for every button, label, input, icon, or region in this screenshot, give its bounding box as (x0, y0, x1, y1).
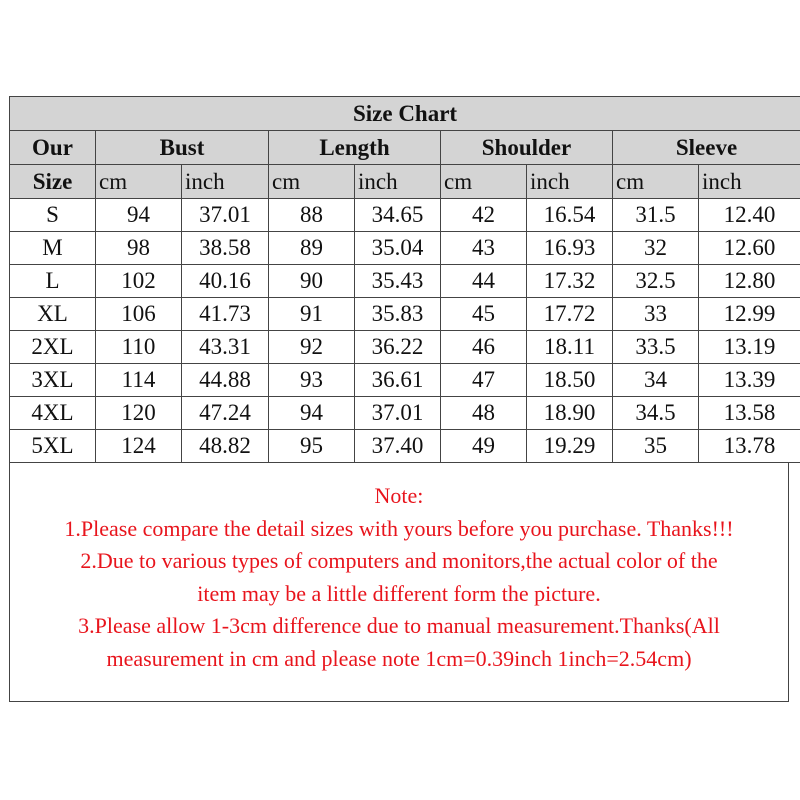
unit-header-row (10, 165, 800, 199)
value-cell: 102 (96, 265, 182, 298)
value-cell: 44 (441, 265, 527, 298)
value-cell: 13.58 (699, 397, 800, 430)
value-cell: 124 (96, 430, 182, 463)
value-cell: 35.04 (355, 232, 441, 265)
value-cell: 48 (441, 397, 527, 430)
size-cell: 5XL (10, 430, 96, 463)
value-cell: 93 (269, 364, 355, 397)
note-line: 3.Please allow 1-3cm difference due to manual measurement.Thanks(All (78, 613, 720, 638)
value-cell: 33 (613, 298, 699, 331)
size-header-line1: Our (10, 131, 96, 165)
value-cell: 17.72 (527, 298, 613, 331)
table-row (10, 364, 800, 397)
value-cell: 34 (613, 364, 699, 397)
value-cell: 35 (613, 430, 699, 463)
value-cell: 33.5 (613, 331, 699, 364)
value-cell: 91 (269, 298, 355, 331)
value-cell: 94 (269, 397, 355, 430)
table-row (10, 331, 800, 364)
value-cell: 31.5 (613, 199, 699, 232)
value-cell: 35.43 (355, 265, 441, 298)
value-cell: 44.88 (182, 364, 269, 397)
unit-header-cell: cm (441, 165, 527, 199)
value-cell: 43 (441, 232, 527, 265)
unit-header-cell: inch (182, 165, 269, 199)
group-header-row (10, 131, 800, 165)
table-row (10, 298, 800, 331)
value-cell: 18.90 (527, 397, 613, 430)
size-cell: 2XL (10, 331, 96, 364)
value-cell: 12.60 (699, 232, 800, 265)
size-cell: L (10, 265, 96, 298)
value-cell: 35.83 (355, 298, 441, 331)
unit-header-cell: inch (699, 165, 800, 199)
value-cell: 92 (269, 331, 355, 364)
notes-heading: Note: (374, 483, 424, 508)
table-row (10, 232, 800, 265)
table-row (10, 265, 800, 298)
value-cell: 34.5 (613, 397, 699, 430)
notes-block (12, 480, 786, 675)
unit-header-cell: cm (613, 165, 699, 199)
group-header-sleeve: Sleeve (613, 131, 800, 165)
value-cell: 95 (269, 430, 355, 463)
value-cell: 94 (96, 199, 182, 232)
note-line: 1.Please compare the detail sizes with yours before you purchase. Thanks!!! (64, 515, 734, 541)
table-row (10, 430, 800, 463)
size-cell: 3XL (10, 364, 96, 397)
value-cell: 47 (441, 364, 527, 397)
group-header-length: Length (269, 131, 441, 165)
unit-header-cell: cm (269, 165, 355, 199)
value-cell: 43.31 (182, 331, 269, 364)
group-header-bust: Bust (96, 131, 269, 165)
value-cell: 114 (96, 364, 182, 397)
value-cell: 41.73 (182, 298, 269, 331)
value-cell: 46 (441, 331, 527, 364)
value-cell: 34.65 (355, 199, 441, 232)
size-cell: M (10, 232, 96, 265)
value-cell: 36.22 (355, 331, 441, 364)
table-row (10, 397, 800, 430)
size-chart-table (9, 96, 800, 463)
note-line: 2.Due to various types of computers and monitors,the actual color of the (80, 548, 718, 573)
value-cell: 38.58 (182, 232, 269, 265)
note-line: measurement in cm and please note 1cm=0.39inch 1inch=2.54cm) (106, 645, 692, 671)
value-cell: 90 (269, 265, 355, 298)
unit-header-cell: inch (355, 165, 441, 199)
value-cell: 16.54 (527, 199, 613, 232)
value-cell: 110 (96, 331, 182, 364)
value-cell: 32.5 (613, 265, 699, 298)
table-row (10, 199, 800, 232)
value-cell: 45 (441, 298, 527, 331)
unit-header-cell: inch (527, 165, 613, 199)
size-cell: S (10, 199, 96, 232)
value-cell: 32 (613, 232, 699, 265)
unit-header-cell: cm (96, 165, 182, 199)
value-cell: 37.01 (355, 397, 441, 430)
value-cell: 12.80 (699, 265, 800, 298)
value-cell: 42 (441, 199, 527, 232)
group-header-shoulder: Shoulder (441, 131, 613, 165)
value-cell: 13.19 (699, 331, 800, 364)
value-cell: 36.61 (355, 364, 441, 397)
value-cell: 16.93 (527, 232, 613, 265)
value-cell: 12.99 (699, 298, 800, 331)
chart-title: Size Chart (10, 97, 800, 131)
value-cell: 48.82 (182, 430, 269, 463)
value-cell: 106 (96, 298, 182, 331)
value-cell: 17.32 (527, 265, 613, 298)
value-cell: 40.16 (182, 265, 269, 298)
value-cell: 37.40 (355, 430, 441, 463)
value-cell: 13.39 (699, 364, 800, 397)
value-cell: 98 (96, 232, 182, 265)
value-cell: 12.40 (699, 199, 800, 232)
value-cell: 19.29 (527, 430, 613, 463)
note-line: item may be a little different form the picture. (197, 580, 601, 606)
value-cell: 49 (441, 430, 527, 463)
size-cell: XL (10, 298, 96, 331)
size-header-line2: Size (10, 165, 96, 199)
value-cell: 47.24 (182, 397, 269, 430)
value-cell: 37.01 (182, 199, 269, 232)
size-cell: 4XL (10, 397, 96, 430)
value-cell: 88 (269, 199, 355, 232)
title-row (10, 97, 800, 131)
value-cell: 13.78 (699, 430, 800, 463)
value-cell: 18.50 (527, 364, 613, 397)
value-cell: 89 (269, 232, 355, 265)
value-cell: 18.11 (527, 331, 613, 364)
value-cell: 120 (96, 397, 182, 430)
